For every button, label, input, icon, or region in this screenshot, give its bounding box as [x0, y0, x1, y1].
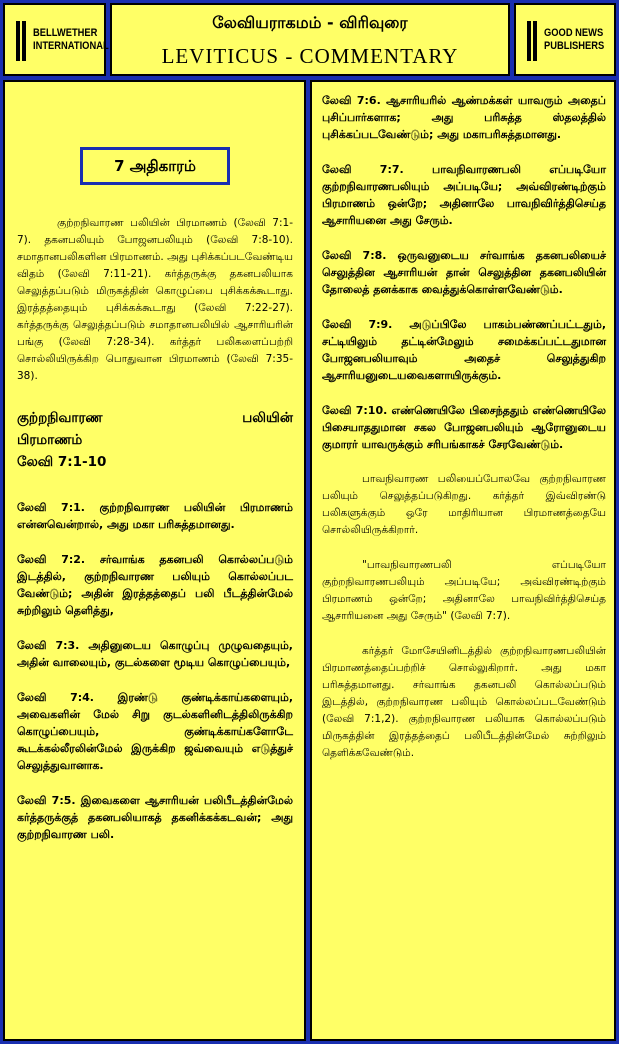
- section-heading-line1: குற்றநிவாரண பலியின்: [17, 410, 293, 426]
- logo-left-text: [33, 27, 109, 53]
- logo-right-line1: GOOD NEWS: [544, 27, 604, 39]
- title-tamil: லேவியராகமம் - விரிவுரை: [212, 13, 408, 32]
- verse-7-9: லேவி 7:9. அடுப்பிலே பாகம்பண்ணப்பட்டதும், சட்டியிலும் தட்டின்மேலும் சமைக்கப்பட்டதுமான போஜனபலியாவும் அதைச் செலுத்துகிற ஆசாரியனுடையவைகளாயிருக்கும்.: [322, 318, 606, 382]
- commentary-paragraph-2: கர்த்தர் மோசேயினிடத்தில் குற்றநிவாரணபலியின் பிரமாணத்தைப்பற்றிச் சொல்லுகிறார். அது மகா பரிசுத்தமானது. சர்வாங்க தகனபலி கொல்லப்படும் இடத்தில், குற்றநிவாரண பலியும் கொல்லப்படவேண்டும் (லேவி 7:1,2). குற்றநிவாரண பலியாக கொல்லப்படும் மிருகத்தின் இரத்தத்தைப் பலிபீடத்தின்மேல் சுற்றிலும் தெளிக்கவேண்டும்.: [322, 645, 606, 759]
- logo-left-line1: BELLWETHER: [33, 27, 98, 39]
- left-column: [3, 80, 306, 1041]
- verse-7-4: லேவி 7:4. இரண்டு குண்டிக்காய்களையும், அவைகளின் மேல் சிறு குடல்களினிடத்திலிருக்கிற கொழுப்பையும், குண்டிக்காய்களோடே கூடக்கல்லீரலின்மேல் இருக்கிற ஜவ்வையும் எடுத்துச் செலுத்துவானாக.: [17, 691, 293, 772]
- verse-7-5: லேவி 7:5. இவைகளை ஆசாரியன் பலிபீடத்தின்மேல் கர்த்தருக்குத் தகனபலியாகத் தகனிக்கக்கடவன்; அது குற்றநிவாரண பலி.: [17, 794, 293, 841]
- section-heading-line3: லேவி 7:1-10: [17, 454, 107, 470]
- good-news-logo: [514, 3, 616, 76]
- title-english: LEVITICUS - COMMENTARY: [161, 44, 459, 68]
- intro-paragraph: குற்றநிவாரண பலியின் பிரமாணம் (லேவி 7:1-7). தகனபலியும் போஜனபலியும் (லேவி 7:8-10). சமாதானபலிகளின பிரமாணம். அது புசிக்கப்படவேண்டிய விதம் (லேவி 7:11-21). கர்த்தருக்கு தகனபலியாக செலுத்தப்படும் மிருகத்தின் கொழுப்பை புசிக்கக்கூடாது. இரத்தத்தையும் புசிக்கக்கூடாது (லேவி 7:22-27). கர்த்தருக்கு செலுத்தப்படும் சமாதானபலியில் ஆசாரியரின் பங்கு (லேவி 7:28-34). கர்த்தர் பலிகளைப்பற்றி சொல்லியிருக்கிற பொதுவான பிரமாணம் (லேவி 7:35-38).: [17, 217, 293, 382]
- bell-icon: [15, 19, 29, 63]
- verse-7-3: லேவி 7:3. அதினுடைய கொழுப்பு முழுவதையும், அதின் வாலையும், குடல்களை மூடிய கொழுப்பையும்,: [17, 639, 293, 669]
- book-icon: [526, 19, 540, 63]
- verse-7-10: லேவி 7:10. எண்ணெயிலே பிசைந்ததும் எண்ணெயிலே பிசையாததுமான சகல போஜனபலியும் ஆரோனுடைய குமாரர் யாவருக்கும் சரிபங்காகச் சேரவேண்டும்.: [322, 404, 606, 451]
- verse-7-6: லேவி 7:6. ஆசாரியரில் ஆண்மக்கள் யாவரும் அதைப் புசிப்பார்களாக; அது பரிசுத்த ஸ்தலத்தில் புசிக்கப்படவேண்டும்; அது மகாபரிசுத்தமானது.: [322, 94, 606, 141]
- verse-7-7: லேவி 7:7. பாவநிவாரணபலி எப்படியோ குற்றநிவாரணபலியும் அப்படியே; அவ்விரண்டிற்கும் பிரமாணம் ஒன்றே; அதினாலே பாவநிவிர்த்திசெய்த ஆசாரியனை அது சேரும்.: [322, 163, 606, 227]
- bellwether-logo: [3, 3, 109, 76]
- commentary-paragraph-1: பாவநிவாரண பலியைப்போலவே குற்றநிவாரண பலியும் செலுத்தப்படுகிறது. கர்த்தர் இவ்விரண்டு பலிகளுக்கும் ஒரே மாதிரியான பிரமாணத்தையே சொல்லியிருக்கிறார்.: [322, 473, 606, 536]
- logo-right-text: [544, 27, 604, 53]
- commentary-quote: "பாவநிவாரணபலி எப்படியோ குற்றநிவாரணபலியும் அப்படியே; அவ்விரண்டிற்கும் பிரமாணம் ஒன்றே; அதினாலே பாவநிவிர்த்திசெய்த ஆசாரியனை அது சேரும்" (லேவி 7:7).: [322, 559, 606, 622]
- right-column: [310, 80, 616, 1041]
- logo-right-line2: PUBLISHERS: [544, 40, 605, 52]
- section-heading: [17, 407, 293, 473]
- verse-7-2: லேவி 7:2. சர்வாங்க தகனபலி கொல்லப்படும் இடத்தில், குற்றநிவாரண பலியும் கொல்லப்பட வேண்டும்; அதின் இரத்தத்தைப் பலி பீடத்தின்மேல் சுற்றிலும் தெளித்து,: [17, 553, 293, 617]
- verse-7-8: லேவி 7:8. ஒருவனுடைய சர்வாங்க தகனபலியைச் செலுத்தின ஆசாரியன் தான் செலுத்தின தகனபலியின் தோலைத் தனக்காக வைத்துக்கொள்ளவேண்டும்.: [322, 249, 606, 296]
- page-header: [110, 3, 510, 76]
- logo-left-line2: INTERNATIONAL: [33, 40, 109, 52]
- verse-7-1: லேவி 7:1. குற்றநிவாரண பலியின் பிரமாணம் என்னவென்றால், அது மகா பரிசுத்தமானது.: [17, 501, 293, 531]
- section-heading-line2: பிரமாணம்: [17, 432, 83, 448]
- chapter-label: 7 அதிகாரம்: [80, 147, 230, 185]
